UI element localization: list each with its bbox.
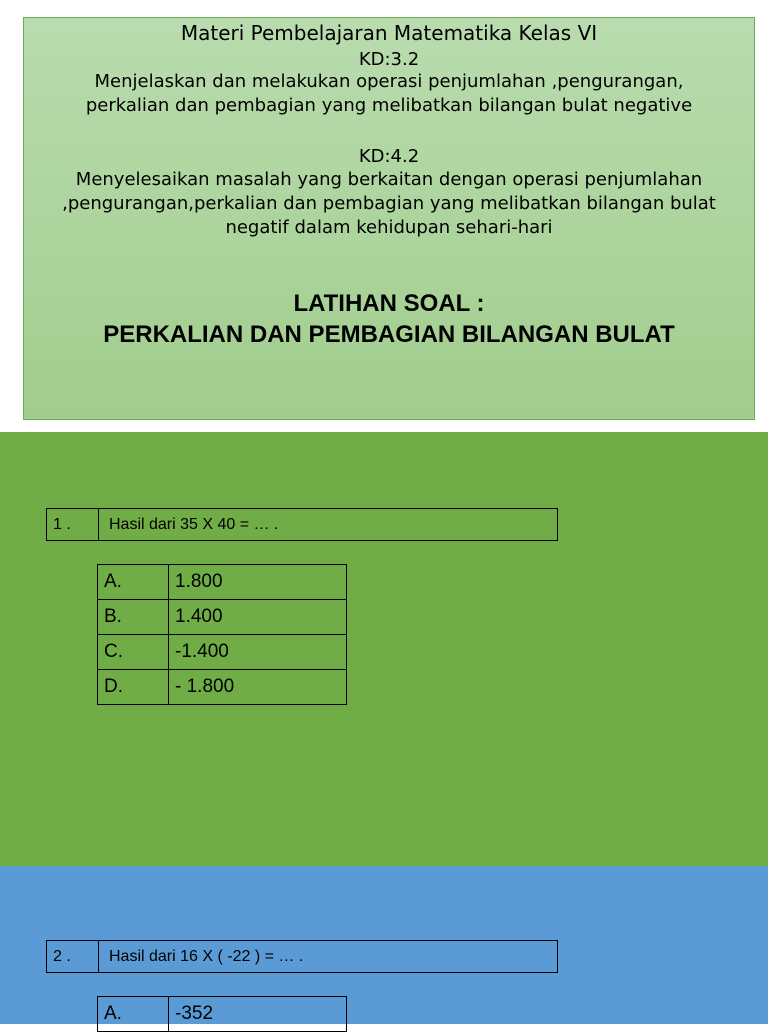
option-row[interactable] (98, 635, 347, 670)
options-table (97, 564, 347, 705)
option-value: 1.800 (169, 565, 347, 600)
exercise-title: LATIHAN SOAL : (293, 290, 485, 317)
option-label: D. (98, 670, 169, 705)
title-slide (23, 17, 755, 420)
option-label: B. (98, 600, 169, 635)
option-value: - 1.800 (169, 670, 347, 705)
option-value: 1.400 (169, 600, 347, 635)
kd1-text-line-2: perkalian dan pembagian yang melibatkan bilangan bulat negative (85, 95, 693, 116)
kd1-text-line-1: Menjelaskan dan melakukan operasi penjumlahan ,pengurangan, (94, 71, 684, 92)
question-box (46, 508, 558, 541)
question-text: Hasil dari 35 X 40 = … . (109, 516, 279, 533)
option-row[interactable] (98, 600, 347, 635)
kd1-code: KD:3.2 (358, 49, 420, 70)
kd2-text-line-3: negatif dalam kehidupan sehari-hari (225, 217, 553, 238)
kd2-text-line-2: ,pengurangan,perkalian dan pembagian yang melibatkan bilangan bulat (62, 193, 716, 214)
question-text: Hasil dari 16 X ( -22 ) = … . (109, 948, 304, 965)
options-table (97, 996, 347, 1032)
option-row[interactable] (98, 670, 347, 705)
slide-heading: Materi Pembelajaran Matematika Kelas VI (180, 21, 598, 45)
option-row[interactable] (98, 565, 347, 600)
question-slide-2 (0, 866, 768, 1024)
option-label: C. (98, 635, 169, 670)
exercise-subtitle: PERKALIAN DAN PEMBAGIAN BILANGAN BULAT (103, 321, 675, 348)
option-value: -352 (169, 997, 347, 1032)
option-label: A. (98, 565, 169, 600)
question-box (46, 940, 558, 973)
question-number: 1 . (47, 509, 99, 540)
option-row[interactable] (98, 997, 347, 1032)
question-number: 2 . (47, 941, 99, 972)
kd2-code: KD:4.2 (358, 146, 420, 167)
option-value: -1.400 (169, 635, 347, 670)
kd2-text-line-1: Menyelesaikan masalah yang berkaitan dengan operasi penjumlahan (75, 169, 703, 190)
question-slide-1 (0, 432, 768, 866)
option-label: A. (98, 997, 169, 1032)
